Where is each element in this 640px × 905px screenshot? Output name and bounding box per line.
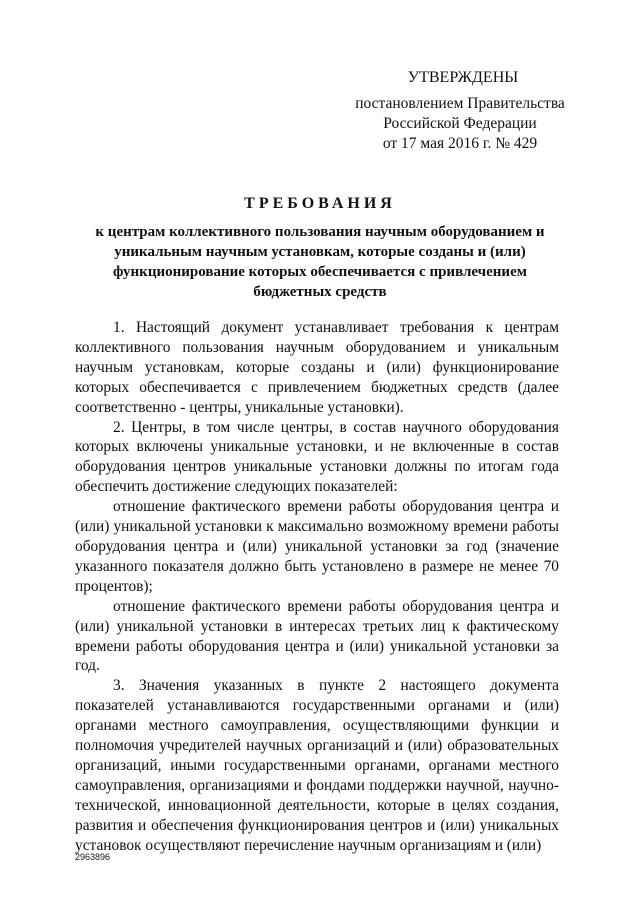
- paragraph-2-indicator-2: отношение фактического времени работы оборудования центра и (или) уникальной установки в интересах третьих лиц к фактическому времени работы оборудования центра и (или) уникальной установки за год.: [75, 597, 559, 675]
- paragraph-3: 3. Значения указанных в пункте 2 настоящего документа показателей устанавливаются государственными органами и (или) органами местного самоуправления, осуществляющими функции и полномочия учредителей научных организаций и (или) образовательных организаций, иными государственными органами, органами местного самоуправления, организациями и фондами поддержки научной, научно-технической, инновационной деятельности, которые в целях создания, развития и обеспечения функционирования центров и (или) уникальных установок осуществляют перечисление научным организациям и (или): [75, 677, 559, 854]
- approval-heading: УТВЕРЖДЕНЫ: [407, 69, 519, 86]
- approval-line-2: Российской Федерации: [383, 115, 537, 132]
- paragraph-2-indicator-1: отношение фактического времени работы оборудования центра и (или) уникальной установки к максимально возможному времени работы оборудования центра и (или) уникальной установки за год (значение указанного показателя должно быть установлено в размере не менее 70 процентов);: [75, 498, 559, 595]
- approval-line-3: от 17 мая 2016 г. № 429: [382, 135, 538, 152]
- paragraph-2: 2. Центры, в том числе центры, в состав научного оборудования которых включены уникальные установки, и не включенные в состав оборудования центров уникальные установки должны по итогам года обеспечить достижение следующих показателей:: [75, 418, 559, 496]
- paragraph-1: 1. Настоящий документ устанавливает требования к центрам коллективного пользования научным оборудованием и уникальным научным установкам, которые созданы и (или) функционирование которых обеспечивается с привлечением бюджетных средств (далее соответственно - центры, уникальные установки).: [75, 319, 559, 416]
- document-subtitle: к центрам коллективного пользования научным оборудованием и уникальным научным установкам, которые созданы и (или) функционирование которых обеспечивается с привлечением бюджетных средств: [95, 224, 545, 300]
- approval-block: [330, 68, 590, 154]
- document-body: [75, 318, 559, 855]
- document-title: ТРЕБОВАНИЯ: [244, 195, 396, 212]
- approval-line-1: постановлением Правительства: [355, 95, 565, 112]
- footer-code: 2963896: [75, 852, 111, 862]
